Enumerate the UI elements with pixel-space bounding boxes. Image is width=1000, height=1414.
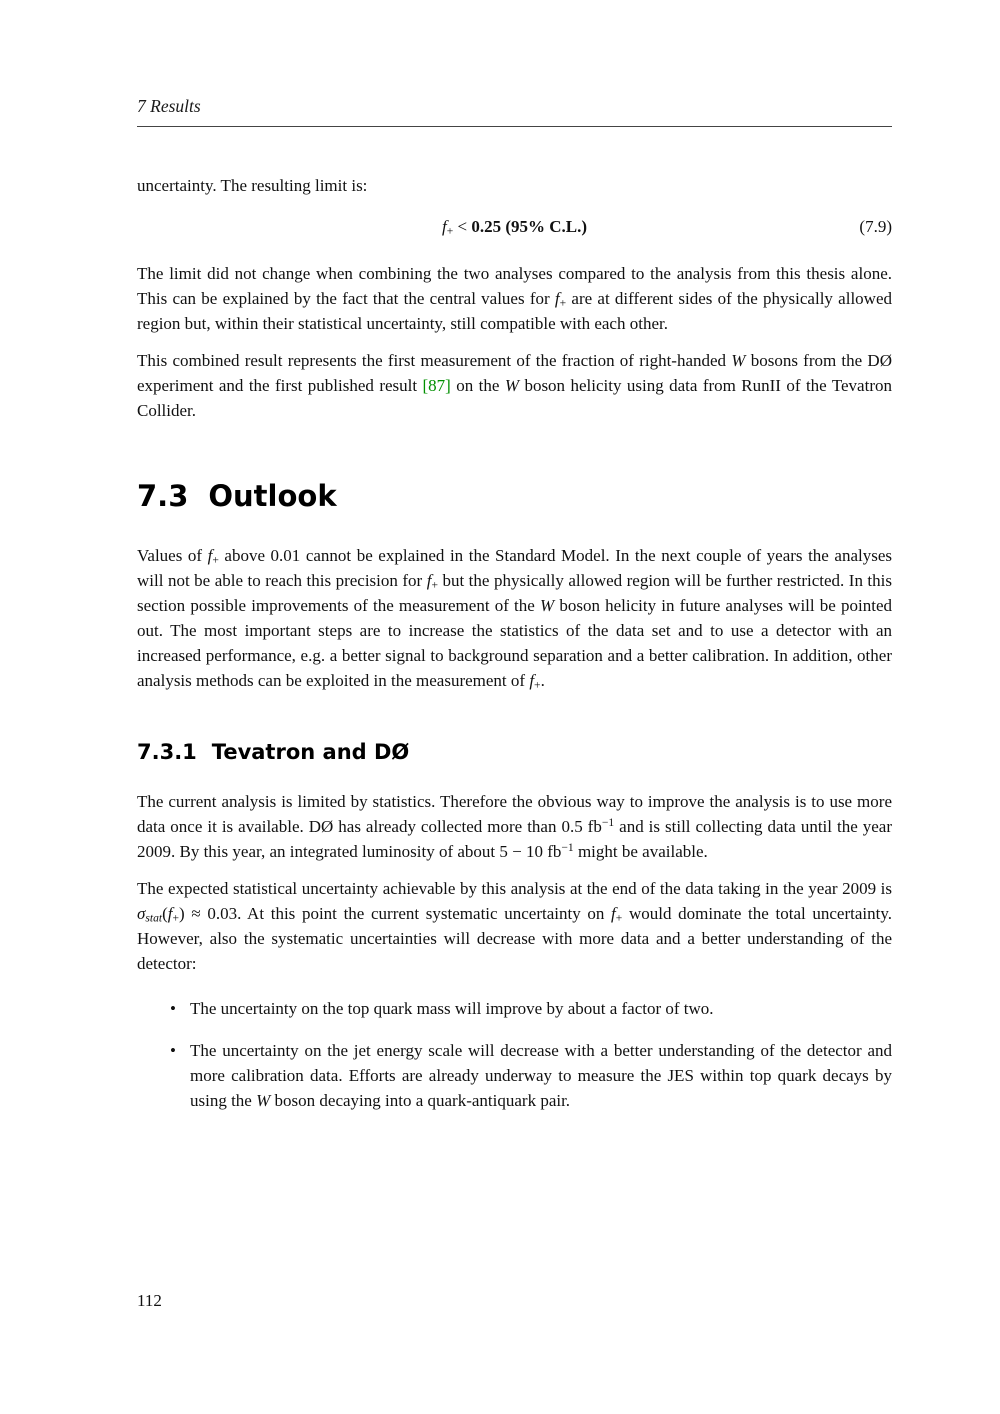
text-run: f [611, 904, 616, 923]
text-run: W [539, 596, 555, 615]
text-run: f [529, 671, 535, 690]
text-run: bosons from the DØ experiment and the first published result [137, 351, 892, 395]
text-run: might be available. [573, 842, 708, 861]
text-run: + [172, 911, 179, 925]
paragraph-expected-uncertainty [137, 876, 892, 976]
text-run: W [731, 351, 746, 370]
paragraph-statistics [137, 789, 892, 864]
text-run: + [615, 911, 623, 925]
citation-link-87[interactable]: [87] [422, 376, 451, 395]
intro-line: uncertainty. The resulting limit is: [137, 176, 368, 195]
text-run: −1 [561, 841, 574, 855]
text-run: + [212, 553, 219, 567]
subsection-heading-tevatron-d0 [137, 739, 892, 765]
text-run: + [446, 224, 454, 238]
bullet-icon: • [170, 999, 176, 1018]
text-run: −1 [601, 816, 615, 830]
text-run: and is still collecting data until the year 2009. By this year, an integrated luminosity of about 5 − 10 fb [137, 817, 892, 861]
text-run: ) ≈ 0.03. At this point the current systematic uncertainty on [179, 904, 612, 923]
text-run: W [256, 1091, 271, 1110]
text-run: above 0.01 cannot be explained in the Standard Model. In the next couple of years the analyses will not be able to reach this precision for [137, 546, 892, 590]
text-run: ( [162, 904, 168, 923]
text-run: . [540, 671, 545, 690]
page-number: 112 [137, 1291, 162, 1310]
text-run: but the physically allowed region will be further restricted. In this section possible improvements of the measurement of the [137, 571, 892, 615]
paragraph-limit [137, 261, 892, 336]
section-number: 7.3 [137, 479, 189, 513]
text-run: f [167, 904, 173, 923]
text-run: 0.25 (95% C.L.) [471, 217, 588, 236]
bullet-text [190, 999, 714, 1018]
text-run: The limit did not change when combining the two analyses compared to the analysis from this thesis alone. This can be explained by the fact that the central values for [137, 264, 892, 308]
running-head-text: 7 Results [137, 96, 201, 116]
text-run: The uncertainty on the jet energy scale will decrease with a better understanding of the detector and more calibration data. Efforts are already underway to measure the JES within top quark decays by using the [190, 1041, 892, 1110]
list-item [137, 1038, 892, 1113]
text-run: boson decaying into a quark-antiquark pair. [270, 1091, 571, 1110]
text-run: The current analysis is limited by statistics. Therefore the obvious way to improve the analysis is to use more data once it is available. DØ has already collected more than 0.5 fb [137, 792, 892, 836]
list-item [137, 996, 892, 1021]
bullet-text [190, 1041, 892, 1110]
equation-body [442, 217, 587, 236]
text-run: The uncertainty on the top quark mass will improve by about a factor of two. [190, 999, 714, 1018]
section-heading-outlook [137, 479, 892, 513]
text-run: W [504, 376, 520, 395]
subsection-number: 7.3.1 [137, 740, 197, 764]
text-run: < [453, 217, 472, 236]
text-run: f [426, 571, 432, 590]
page-content [137, 96, 892, 1130]
text-run: would dominate the total uncertainty. However, also the systematic uncertainties will decrease with more data and a better understanding of the detector: [137, 904, 892, 973]
text-run: f [554, 289, 560, 308]
equation-number: (7.9) [859, 217, 892, 236]
text-run: are at different sides of the physically allowed region but, within their statistical uncertainty, still compatible with each other. [137, 289, 892, 333]
text-run: f [441, 217, 447, 236]
text-run: stat [145, 911, 163, 925]
subsection-title: Tevatron and DØ [211, 740, 410, 764]
text-run: on the [450, 376, 505, 395]
bullet-list [137, 996, 892, 1113]
text-run: f [207, 546, 213, 565]
text-run: σ [137, 904, 146, 923]
text-run: This combined result represents the first measurement of the fraction of right-handed [137, 351, 732, 370]
text-run: + [534, 678, 541, 692]
section-title: Outlook [208, 479, 337, 513]
text-run: Values of [137, 546, 208, 565]
paragraph-outlook [137, 543, 892, 693]
text-run: + [559, 296, 567, 310]
display-equation [137, 214, 892, 239]
bullet-icon: • [170, 1041, 176, 1060]
running-head [137, 96, 892, 127]
text-run: boson helicity in future analyses will be pointed out. The most important steps are to increase the statistics of the data set and to use a detector with an increased performance, e.g. a better signal to background separation and a better calibration. In addition, other analysis methods can be exploited in the measurement of [137, 596, 892, 690]
text-run: boson helicity using data from RunII of the Tevatron Collider. [137, 376, 892, 420]
text-run: The expected statistical uncertainty achievable by this analysis at the end of the data taking in the year 2009 is [137, 879, 892, 898]
paragraph-combined [137, 348, 892, 423]
text-run: + [431, 578, 438, 592]
